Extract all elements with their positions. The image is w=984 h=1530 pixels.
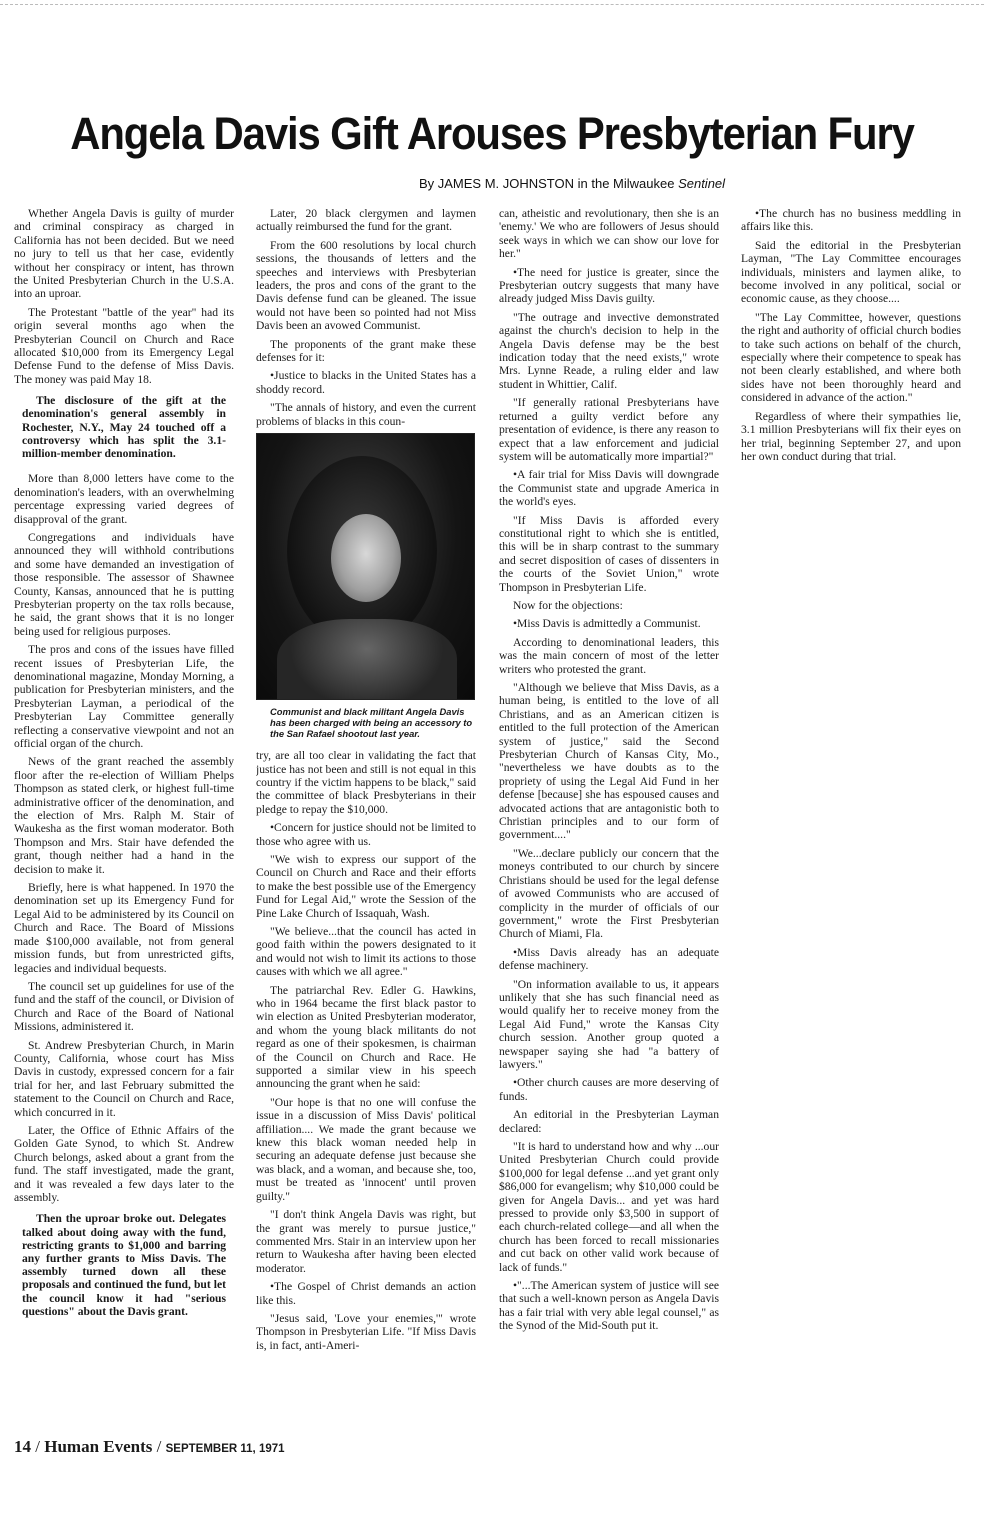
paragraph: "We...declare publicly our concern that the moneys contributed to our church by sincere Christians should be used for the legal defense of avowed Communists who are accused of complicity in the murder of officials of our government," wrote the First Presbyterian Church of Miami, Fla.: [499, 846, 719, 941]
paragraph: •"...The American system of justice will see that such a well-known person as Angela Davis has a fair trial with very able legal counsel," as the Synod of the Mid-South put it.: [499, 1279, 719, 1333]
paragraph: "Our hope is that no one will confuse the issue in a discussion of Miss Davis' political affiliation.... We made the grant because we knew this black woman needed help in securing an adequate defense just because she was black, and a woman, and because she, too, must be treated as 'innocent' until proven guilty.": [256, 1095, 476, 1203]
paragraph: "It is hard to understand how and why ...our United Presbyterian Church could provide $100,000 for legal defense ...and yet grant only $86,000 for evangelism; why $10,000 could be given for Angela Davis... and yet was hard pressed to provide only $3,500 in support of each church-related college—and all when the church has been forced to recall missionaries and cut back on other valid work because of lack of funds.": [499, 1140, 719, 1274]
paragraph: Said the editorial in the Presbyterian Layman, "The Lay Committee encourages individuals, ministers and laymen alike, to become involved in any political, social or economic cause, as they choose....: [741, 238, 961, 306]
byline-source: Sentinel: [678, 176, 726, 191]
paragraph: Regardless of where their sympathies lie, 3.1 million Presbyterians will fix their eyes on her trial, beginning September 27, and upon her own conduct during that trial.: [741, 409, 961, 463]
paragraph: "If generally rational Presbyterians have returned a guilty verdict before any presentation of evidence, is there any reason to expect that a law enforcement and judicial system will be automatically more impartial?": [499, 396, 719, 463]
top-border: [0, 4, 984, 5]
photo-body: [277, 619, 457, 700]
paragraph: Briefly, here is what happened. In 1970 the denomination set up its Emergency Fund for Legal Aid to be administered by its Council on Church and Race. The Board of Missions made $100,000 available, not from general mission funds, but from unrestricted gifts, legacies and individual bequests.: [14, 881, 234, 975]
paragraph: According to denominational leaders, this was the main concern of most of the letter writers who protested the grant.: [499, 635, 719, 676]
column-1: [14, 207, 234, 1427]
paragraph: "If Miss Davis is afforded every constitutional right to which she is entitled, this will be in sharp contrast to the summary and secret disposition of cases of dissenters in the courts of the Soviet Union," wrote Thompson in Presbyterian Life.: [499, 513, 719, 594]
paragraph: Now for the objections:: [513, 598, 623, 612]
pull-quote: The disclosure of the gift at the denomination's general assembly in Rochester, N.Y., May 24 touched off a controversy which has split the 3.1-million-member denomination.: [22, 394, 226, 461]
paragraph: Later, 20 black clergymen and laymen actually reimbursed the fund for the grant.: [256, 207, 476, 234]
paragraph: •The Gospel of Christ demands an action like this.: [256, 1280, 476, 1307]
issue-date: SEPTEMBER 11, 1971: [165, 1443, 285, 1455]
paragraph: "On information available to us, it appears unlikely that she has such financial need as would qualify her to receive money from the Legal Aid Fund," wrote the Kansas City church session. Another group quoted a newspaper saying she had "a battery of lawyers.": [499, 977, 719, 1071]
paragraph: From the 600 resolutions by local church sessions, the thousands of letters and the speeches and interviews with Presbyterian leaders, the pros and cons of the grant to the Davis defense fund can be gleaned. The issue would not have been so pointed had not Miss Davis been an avowed Communist.: [256, 238, 476, 333]
photo-face: [331, 514, 401, 602]
paragraph: The pros and cons of the issues have filled recent issues of Presbyterian Life, the denominational magazine, Monday Morning, a publication for Presbyterian ministers, and the Presbyterian Layman, a periodical of the Presbyterian Lay Committee generally reflecting a conservative viewpoint and not an official organ of the church.: [14, 643, 234, 751]
paragraph: •A fair trial for Miss Davis will downgrade the Communist state and upgrade America in the world's eyes.: [499, 468, 719, 509]
paragraph: Whether Angela Davis is guilty of murder and criminal conspiracy as charged in California has not been decided. But we need no jury to tell us that her case, evidently without her conspiracy or intent, has thrown the United Presbyterian Church in the U.S.A. into an uproar.: [14, 207, 234, 301]
paragraph: •Miss Davis already has an adequate defense machinery.: [499, 945, 719, 973]
paragraph: St. Andrew Presbyterian Church, in Marin County, California, whose court has Miss Davis in custody, expressed concern for a fair trial for her, and last February submitted the statement to the Council on Church and Race, which concurred in it.: [14, 1038, 234, 1119]
paragraph: "We believe...that the council has acted in good faith within the powers designated to it and would not wish to limit its actions to those causes with which we all agree.": [256, 924, 476, 979]
pull-quote: Then the uproar broke out. Delegates talked about doing away with the fund, restricting grants to $1,000 and barring any further grants to Miss Davis. The assembly turned down all these proposals and continued the fund, but let the council know it had "serious questions" about the Davis grant.: [22, 1212, 226, 1318]
paragraph: "The outrage and invective demonstrated against the church's decision to help in the Angela Davis defense may be the best indication today that the need exists," wrote Mrs. Lynne Reade, a ruling elder and law student in Whittier, Calif.: [499, 310, 719, 391]
column-2: [256, 207, 476, 1432]
paragraph: •Other church causes are more deserving of funds.: [499, 1076, 719, 1103]
paragraph: More than 8,000 letters have come to the denomination's leaders, with an overwhelming percentage expressing varied degrees of disapproval of the grant.: [14, 472, 234, 526]
paragraph: News of the grant reached the assembly floor after the re-election of William Phelps Thompson as stated clerk, or highest full-time administrative officer of the denomination, and the election of Mrs. Ralph M. Stair of Waukesha as the first woman moderator. Both Thompson and Mrs. Stair have defended the grant, though neither had a hand in the decision to make it.: [14, 755, 234, 876]
paragraph: "Jesus said, 'Love your enemies,'" wrote Thompson in Presbyterian Life. "If Miss Davis is, in fact, anti-Ameri-: [256, 1311, 476, 1352]
column-3: [499, 207, 719, 1437]
angela-davis-photo: [256, 433, 475, 700]
paragraph: •The need for justice is greater, since the Presbyterian outcry suggests that many have already judged Miss Davis guilty.: [499, 265, 719, 306]
paragraph: An editorial in the Presbyterian Layman declared:: [499, 1108, 719, 1135]
footer-separator: /: [35, 1437, 40, 1456]
byline: [0, 176, 984, 191]
paragraph: •Concern for justice should not be limited to those who agree with us.: [256, 821, 476, 848]
page-footer: [14, 1437, 285, 1457]
paragraph: try, are all too clear in validating the fact that justice has not been and still is not equal in this country if the victim happens to be black," said the committee of black Presbyterians in their pledge to repay the $10,000.: [256, 749, 476, 816]
page-number: 14: [14, 1437, 31, 1456]
photo-caption: Communist and black militant Angela Davis has been charged with being an accessory to the San Rafael shootout last year.: [270, 706, 473, 740]
paragraph: "We wish to express our support of the Council on Church and Race and their efforts to make the best possible use of the Emergency Fund for Legal Aid," wrote the Session of the Pine Lake Church of Issaquah, Wash.: [256, 852, 476, 920]
byline-prefix: By JAMES M. JOHNSTON in the Milwaukee: [418, 176, 679, 191]
paragraph: "Although we believe that Miss Davis, as a human being, is entitled to the love of all Christians, and as an American citizen is entitled to the full protection of the American system of justice," said the Second Presbyterian Church of Kansas City, Mo., "nevertheless we have doubts as to the propriety of using the Legal Aid Fund in her defense [because] she has espoused causes and advocated actions that are antagonistic both to Christian principles and to our form of government....": [499, 681, 719, 842]
publication-name: Human Events: [44, 1437, 153, 1456]
paragraph: The council set up guidelines for use of the fund and the staff of the council, or Division of Church and Race of the Board of National Missions, administered it.: [14, 979, 234, 1034]
paragraph: •The church has no business meddling in affairs like this.: [741, 207, 961, 234]
column-4: [741, 207, 961, 507]
paragraph: can, atheistic and revolutionary, then she is an 'enemy.' We who are followers of Jesus should seek ways in which we can show our love for her.": [499, 207, 719, 261]
paragraph: "The Lay Committee, however, questions the right and authority of official church bodies to take such actions on behalf of the church, especially where their competence to speak has not been clearly established, and where both sides have not been thoroughly heard and considered in advance of the action.": [741, 310, 961, 405]
headline: Angela Davis Gift Arouses Presbyterian Fury: [70, 108, 914, 159]
paragraph: Later, the Office of Ethnic Affairs of the Golden Gate Synod, to which St. Andrew Church belongs, asked about a grant from the fund. The staff investigated, made the grant, and it was revealed a few days later to the assembly.: [14, 1123, 234, 1205]
paragraph: "The annals of history, and even the current problems of blacks in this coun-: [256, 401, 476, 428]
paragraph: "I don't think Angela Davis was right, but the grant was merely to pursue justice," commented Mrs. Stair in an interview upon her return to Waukesha after having been elected moderator.: [256, 1208, 476, 1275]
paragraph: The patriarchal Rev. Edler G. Hawkins, who in 1964 became the first black pastor to win election as United Presbyterian moderator, and whom the young black militants do not regard as one of their spokesmen, is chairman of the Council on Church and Race. He supported a similar view in his speech announcing the grant when he said:: [256, 983, 476, 1091]
paragraph: The Protestant "battle of the year" had its origin several months ago when the Presbyterian Council on Church and Race allocated $10,000 from its Emergency Legal Defense Fund to the defense of Miss Davis. The money was paid May 18.: [14, 305, 234, 386]
footer-separator: /: [156, 1437, 162, 1456]
paragraph: The proponents of the grant make these defenses for it:: [256, 337, 476, 365]
paragraph: •Miss Davis is admittedly a Communist.: [513, 617, 701, 631]
paragraph: Congregations and individuals have announced they will withhold contributions and some have demanded an investigation of those responsible. The assessor of Shawnee County, Kansas, announced that he is putting Presbyterian property on the tax rolls because, he said, the grant shows that it is no longer being used for religious purposes.: [14, 530, 234, 638]
paragraph: •Justice to blacks in the United States has a shoddy record.: [256, 369, 476, 396]
